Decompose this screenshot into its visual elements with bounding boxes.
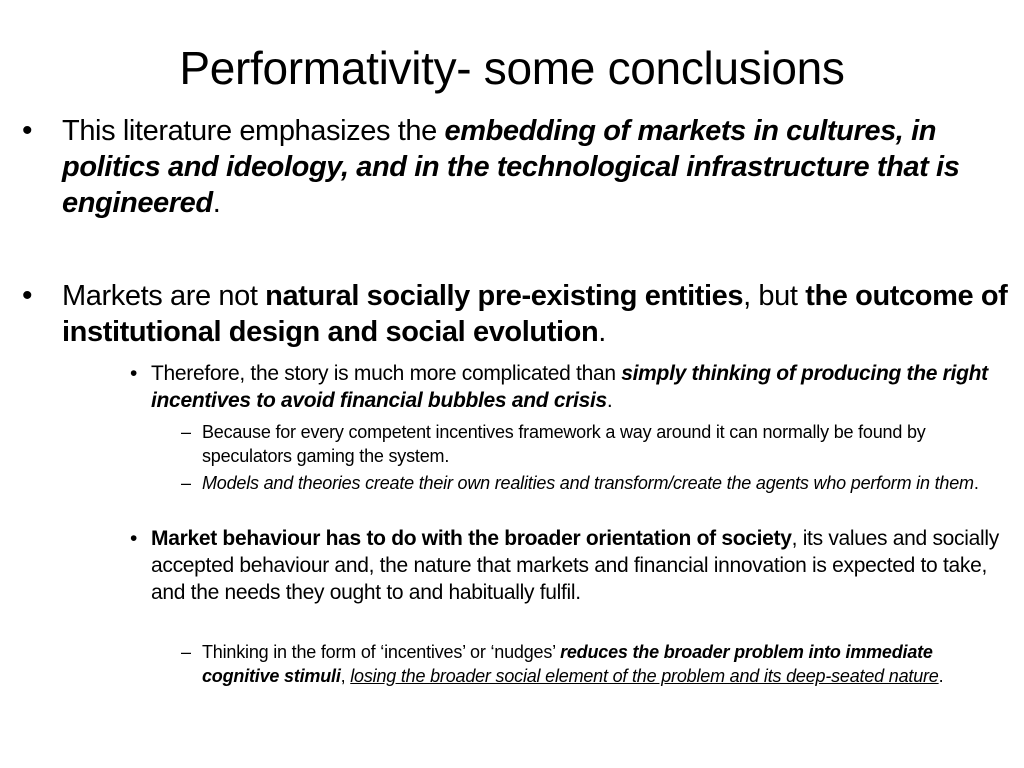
sub-bullet-text (151, 360, 1011, 414)
dash-item-text (202, 640, 1012, 688)
dash-marker: – (181, 422, 192, 442)
dash-marker: – (181, 473, 192, 493)
dash-item-text-end: . (938, 666, 944, 686)
slide-title: Performativity- some conclusions (179, 42, 845, 94)
bullet-text-plain: Markets are not (62, 280, 266, 312)
sub-bullet-text (151, 525, 1011, 606)
sub-bullet-text-emphasis: simply thinking of producing the right incentives to avoid financial bubbles and crisis (151, 362, 988, 412)
bullet-text-end: . (598, 316, 606, 348)
bullet-text-bold: the outcome of institutional design and social evolution (62, 280, 1008, 348)
sub-bullet-marker: • (130, 362, 138, 385)
dash-item-text (202, 471, 1012, 495)
bullet-marker: • (22, 279, 33, 312)
sub-bullet-text-plain: Therefore, the story is much more complicated than (151, 362, 622, 385)
sub-bullet-marker: • (130, 527, 138, 550)
dash-item-text: Because for every competent incentives framework a way around it can normally be found by speculators gaming the system. (202, 422, 926, 466)
bullet-text-plain: , but (743, 280, 806, 312)
dash-item-text-plain: , (340, 666, 351, 686)
bullet-text-bold: natural socially pre-existing entities (265, 280, 744, 312)
dash-item-text-italic: Models and theories create their own realities and transform/create the agents who perform in them (202, 473, 974, 493)
dash-item-text-end: . (973, 473, 979, 493)
bullet-marker: • (22, 114, 33, 147)
bullet-text-end: . (212, 187, 221, 219)
bullet-text (62, 278, 1012, 350)
sub-bullet-text-plain: , its values and socially accepted behaviour and, the nature that markets and financial innovation is expected to take, and the needs they ought to and habitually fulfil. (151, 527, 999, 604)
dash-marker: – (181, 642, 192, 662)
dash-item-text-underlined: losing the broader social element of the problem and its deep-seated nature (350, 666, 939, 686)
sub-bullet-text-end: . (606, 389, 613, 412)
dash-item-text-emphasis: reduces the broader problem into immediate cognitive stimuli (202, 642, 933, 686)
bullet-text-plain: This literature emphasizes the (62, 115, 445, 147)
bullet-text-emphasis: embedding of markets in cultures, in politics and ideology, and in the technological infrastructure that is engineered (62, 115, 960, 219)
sub-bullet-text-bold: Market behaviour has to do with the broader orientation of society (151, 527, 792, 550)
dash-item-text-plain: Thinking in the form of ‘incentives’ or ‘nudges’ (202, 642, 561, 662)
bullet-text (62, 113, 1012, 221)
